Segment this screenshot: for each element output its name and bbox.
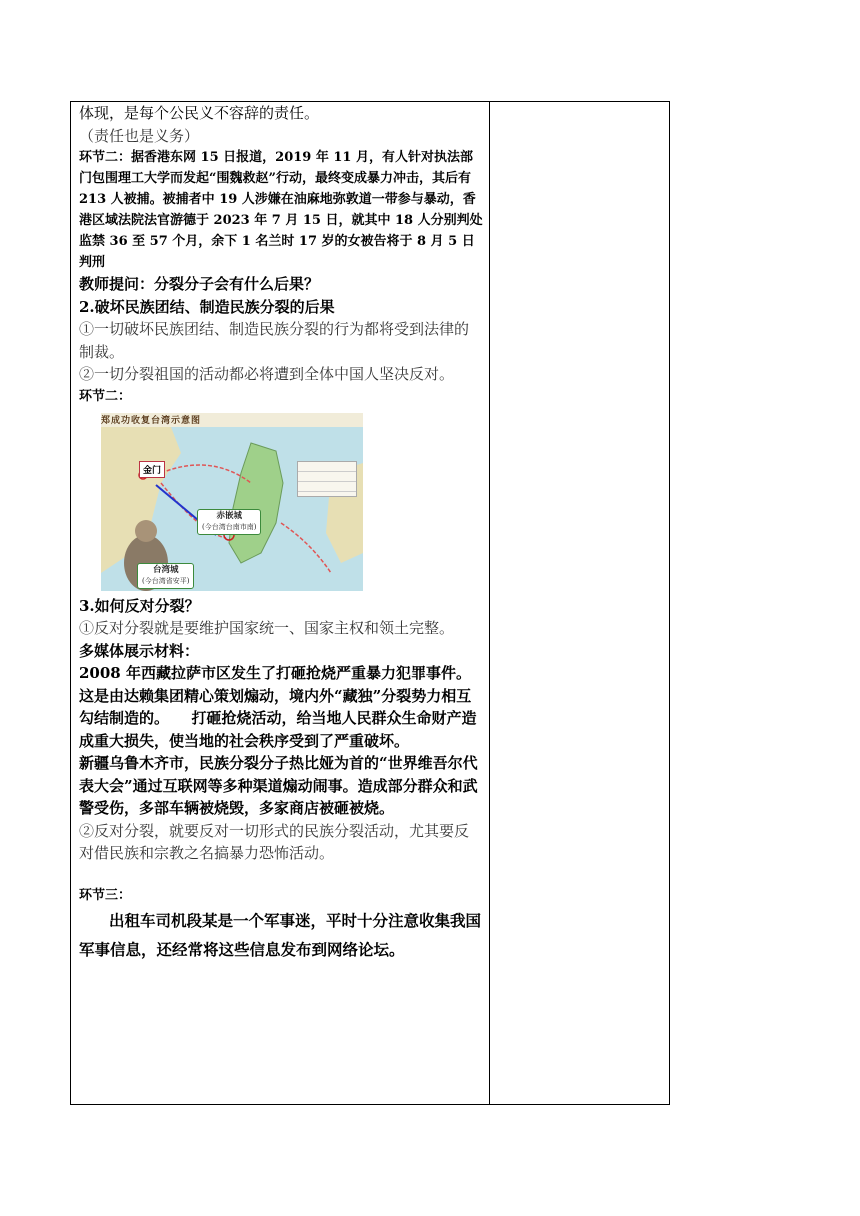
section-label-three: 环节三： (79, 887, 132, 903)
map-label-chikan (197, 509, 261, 535)
heading-oppose: 3.如何反对分裂？ (79, 596, 200, 615)
text-line: ②一切分裂祖国的活动都必将遭到全体中国人坚决反对。 (79, 365, 455, 383)
text-line: 体现，是每个公民义不容辞的责任。 (79, 104, 320, 122)
content-table (70, 101, 670, 1105)
tibet-paragraph: 2008 年西藏拉萨市区发生了打砸抢烧严重暴力犯罪事件。这是由达赖集团精心策划煽动，境内外“藏独”分裂势力相互勾结制造的。 打砸抢烧活动，给当地人民群众生命财产造成重大损失，使当地的社会秩序受到了严重破坏。 (79, 664, 477, 750)
text-line: ①一切破坏民族团结、制造民族分裂的行为都将受到法律的制裁。 (79, 320, 470, 361)
xinjiang-paragraph: 新疆乌鲁木齐市，民族分裂分子热比娅为首的“世界维吾尔代表大会”通过互联网等多种渠道煽动闹事。造成部分群众和武警受伤，多部车辆被烧毁，多家商店被砸被烧。 (79, 754, 478, 817)
map-label-jinmen: 金门 (139, 461, 165, 478)
map-image (101, 413, 363, 591)
map-label-taiwan-sub: (今台湾省安平) (142, 576, 190, 585)
heading-consequences: 2.破坏民族团结、制造民族分裂的后果 (79, 297, 335, 316)
map-label-taiwan-name: 台湾城 (152, 564, 179, 575)
text-line: （责任也是义务） (79, 126, 200, 145)
teacher-question: 教师提问：分裂分子会有什么后果？ (79, 275, 320, 293)
map-label-taiwan (137, 563, 194, 589)
section-news: 环节二：据香港东网 15 日报道，2019 年 11 月，有人针对执法部门包围理工大学而发起“围魏救赵”行动，最终变成暴力冲击，其后有 213 人被捕。被捕者中 19 人涉嫌在油麻地弥敦道一带参与暴动，香港区域法院法官游德于 2023 年 7 月 15 日，就其中 18 人分别判处监禁 36 至 57 个月，余下 1 名兰时 17 岁的女被告将于 8 月 5 日判刑 (79, 150, 483, 270)
map-label-chikan-sub: (今台湾台南市南) (202, 522, 257, 531)
map-legend (297, 461, 357, 497)
left-cell (79, 102, 483, 964)
text-line: ①反对分裂就是要维护国家统一、国家主权和领土完整。 (79, 619, 455, 637)
column-divider (489, 102, 490, 1104)
map-label-chikan-name: 赤嵌城 (216, 510, 242, 521)
section-label: 环节二： (79, 388, 132, 404)
multimedia-label: 多媒体展示材料： (79, 641, 200, 660)
map-title: 郑成功收复台湾示意图 (101, 415, 202, 426)
taxi-paragraph: 出租车司机段某是一个军事迷，平时十分注意收集我国军事信息，还经常将这些信息发布到网络论坛。 (79, 910, 482, 959)
text-line: ②反对分裂，就要反对一切形式的民族分裂活动，尤其要反对借民族和宗教之名搞暴力恐怖活动。 (79, 821, 470, 862)
